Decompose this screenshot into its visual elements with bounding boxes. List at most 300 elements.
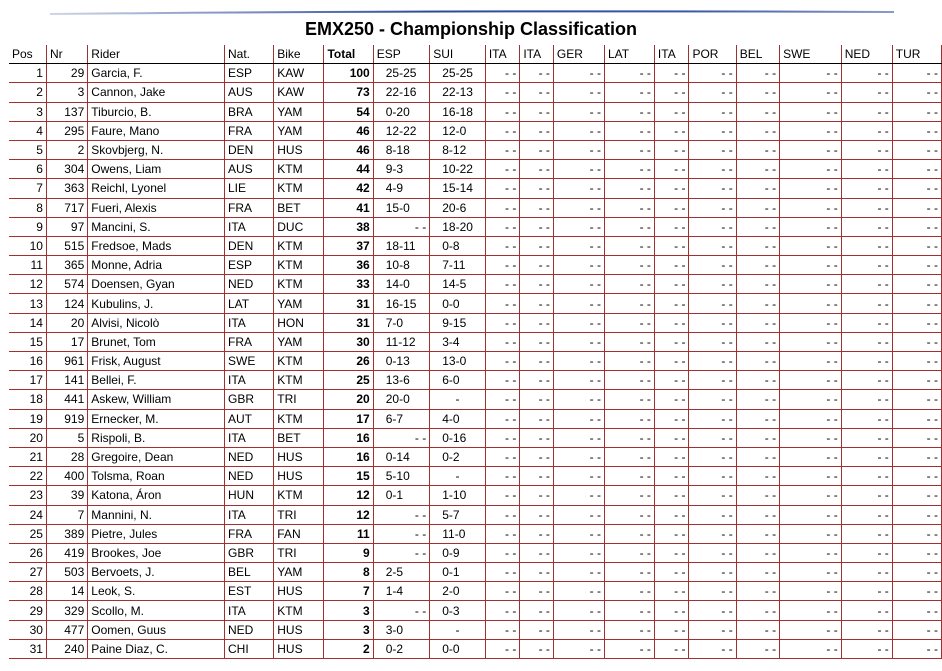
column-header: POR — [689, 45, 736, 64]
rider-cell: Oomen, Guus — [88, 620, 225, 639]
result-cell-empty: - - — [553, 447, 604, 466]
result-cell-empty: - - — [780, 256, 842, 275]
position-cell: 13 — [9, 294, 46, 313]
bike-cell: KTM — [274, 409, 324, 428]
result-cell-empty: - - — [605, 275, 655, 294]
result-cell-empty: - - — [654, 121, 689, 140]
page-title: EMX250 - Championship Classification — [304, 19, 638, 39]
result-cell-empty: - - — [780, 236, 842, 255]
rider-cell: Bellei, F. — [88, 371, 225, 390]
result-cell-empty: - - — [520, 639, 554, 658]
result-cell-empty: - - — [689, 140, 736, 159]
rider-cell: Leok, S. — [88, 582, 225, 601]
nation-cell: AUS — [225, 83, 274, 102]
result-cell-esp: 20-0 — [373, 390, 430, 409]
result-cell-empty: - - — [605, 428, 655, 447]
number-cell: 14 — [46, 582, 87, 601]
result-cell-empty: - - — [485, 140, 520, 159]
result-cell-empty: - - — [689, 313, 736, 332]
result-cell-empty: - - — [520, 83, 554, 102]
result-cell-esp: - - — [373, 505, 430, 524]
result-cell-empty: - - — [892, 121, 941, 140]
table-row — [9, 409, 942, 428]
position-cell: 20 — [9, 428, 46, 447]
table-row — [9, 582, 942, 601]
result-cell-empty: - - — [553, 505, 604, 524]
result-cell-empty: - - — [553, 620, 604, 639]
result-cell-empty: - - — [841, 179, 892, 198]
result-cell-empty: - - — [605, 236, 655, 255]
result-cell-esp: 22-16 — [373, 83, 430, 102]
number-cell: 329 — [46, 601, 87, 620]
table-row — [9, 639, 942, 658]
result-cell-empty: - - — [553, 524, 604, 543]
result-cell-empty: - - — [654, 505, 689, 524]
rider-cell: Bervoets, J. — [88, 563, 225, 582]
result-cell-empty: - - — [892, 275, 941, 294]
result-cell-empty: - - — [841, 447, 892, 466]
result-cell-empty: - - — [553, 294, 604, 313]
result-cell-empty: - - — [736, 83, 779, 102]
result-cell-empty: - - — [485, 121, 520, 140]
result-cell-sui: - — [430, 390, 486, 409]
position-cell: 29 — [9, 601, 46, 620]
position-cell: 25 — [9, 524, 46, 543]
nation-cell: AUT — [225, 409, 274, 428]
result-cell-empty: - - — [654, 409, 689, 428]
result-cell-empty: - - — [841, 486, 892, 505]
nation-cell: LIE — [225, 179, 274, 198]
result-cell-empty: - - — [892, 236, 941, 255]
result-cell-empty: - - — [736, 505, 779, 524]
result-cell-empty: - - — [841, 256, 892, 275]
bike-cell: BET — [274, 428, 324, 447]
table-row — [9, 313, 942, 332]
result-cell-esp: 6-7 — [373, 409, 430, 428]
result-cell-empty: - - — [736, 102, 779, 121]
position-cell: 7 — [9, 179, 46, 198]
total-cell: 17 — [324, 409, 373, 428]
result-cell-empty: - - — [892, 486, 941, 505]
number-cell: 3 — [46, 83, 87, 102]
rider-cell: Owens, Liam — [88, 160, 225, 179]
result-cell-esp: 1-4 — [373, 582, 430, 601]
result-cell-empty: - - — [605, 121, 655, 140]
result-cell-empty: - - — [605, 543, 655, 562]
position-cell: 27 — [9, 563, 46, 582]
bike-cell: KTM — [274, 179, 324, 198]
rider-cell: Frisk, August — [88, 352, 225, 371]
result-cell-empty: - - — [553, 217, 604, 236]
result-cell-sui: 5-7 — [430, 505, 486, 524]
nation-cell: ESP — [225, 256, 274, 275]
result-cell-empty: - - — [654, 352, 689, 371]
result-cell-empty: - - — [605, 313, 655, 332]
result-cell-empty: - - — [780, 390, 842, 409]
number-cell: 28 — [46, 447, 87, 466]
result-cell-empty: - - — [736, 179, 779, 198]
rider-cell: Skovbjerg, N. — [88, 140, 225, 159]
result-cell-empty: - - — [553, 121, 604, 140]
nation-cell: EST — [225, 582, 274, 601]
result-cell-empty: - - — [485, 64, 520, 83]
result-cell-empty: - - — [892, 313, 941, 332]
result-cell-empty: - - — [520, 447, 554, 466]
result-cell-empty: - - — [892, 467, 941, 486]
result-cell-empty: - - — [605, 140, 655, 159]
total-cell: 41 — [324, 198, 373, 217]
result-cell-empty: - - — [689, 352, 736, 371]
nation-cell: BEL — [225, 563, 274, 582]
result-cell-empty: - - — [736, 428, 779, 447]
result-cell-empty: - - — [736, 390, 779, 409]
result-cell-esp: 8-18 — [373, 140, 430, 159]
result-cell-empty: - - — [841, 582, 892, 601]
position-cell: 16 — [9, 352, 46, 371]
result-cell-empty: - - — [485, 409, 520, 428]
result-cell-empty: - - — [654, 256, 689, 275]
result-cell-empty: - - — [892, 582, 941, 601]
result-cell-sui: 12-0 — [430, 121, 486, 140]
result-cell-empty: - - — [689, 543, 736, 562]
result-cell-esp: 0-2 — [373, 639, 430, 658]
column-header: ITA — [654, 45, 689, 64]
total-cell: 11 — [324, 524, 373, 543]
result-cell-empty: - - — [780, 294, 842, 313]
result-cell-empty: - - — [841, 236, 892, 255]
nation-cell: ITA — [225, 217, 274, 236]
bike-cell: KTM — [274, 160, 324, 179]
result-cell-empty: - - — [553, 543, 604, 562]
result-cell-empty: - - — [485, 160, 520, 179]
result-cell-esp: 0-13 — [373, 352, 430, 371]
result-cell-empty: - - — [485, 447, 520, 466]
result-cell-empty: - - — [736, 160, 779, 179]
result-cell-empty: - - — [485, 620, 520, 639]
result-cell-empty: - - — [485, 275, 520, 294]
bike-cell: HON — [274, 313, 324, 332]
result-cell-empty: - - — [841, 121, 892, 140]
result-cell-sui: 2-0 — [430, 582, 486, 601]
result-cell-empty: - - — [780, 64, 842, 83]
table-header-row — [9, 45, 942, 64]
result-cell-empty: - - — [654, 467, 689, 486]
result-cell-empty: - - — [689, 64, 736, 83]
total-cell: 7 — [324, 582, 373, 601]
result-cell-sui: 14-5 — [430, 275, 486, 294]
result-cell-esp: 10-8 — [373, 256, 430, 275]
table-row — [9, 505, 942, 524]
bike-cell: KAW — [274, 64, 324, 83]
bike-cell: DUC — [274, 217, 324, 236]
nation-cell: NED — [225, 620, 274, 639]
number-cell: 419 — [46, 543, 87, 562]
result-cell-empty: - - — [736, 447, 779, 466]
result-cell-empty: - - — [485, 352, 520, 371]
result-cell-empty: - - — [892, 64, 941, 83]
position-cell: 12 — [9, 275, 46, 294]
table-row — [9, 390, 942, 409]
column-header: LAT — [605, 45, 655, 64]
result-cell-empty: - - — [736, 121, 779, 140]
result-cell-empty: - - — [780, 313, 842, 332]
result-cell-empty: - - — [892, 294, 941, 313]
result-cell-empty: - - — [605, 179, 655, 198]
result-cell-empty: - - — [892, 198, 941, 217]
nation-cell: NED — [225, 275, 274, 294]
result-cell-empty: - - — [841, 563, 892, 582]
result-cell-empty: - - — [520, 563, 554, 582]
result-cell-empty: - - — [841, 371, 892, 390]
table-row — [9, 447, 942, 466]
column-header: SUI — [430, 45, 486, 64]
result-cell-empty: - - — [780, 524, 842, 543]
result-cell-empty: - - — [605, 447, 655, 466]
result-cell-empty: - - — [892, 217, 941, 236]
total-cell: 38 — [324, 217, 373, 236]
result-cell-empty: - - — [892, 409, 941, 428]
result-cell-empty: - - — [841, 102, 892, 121]
bike-cell: YAM — [274, 332, 324, 351]
result-cell-empty: - - — [520, 217, 554, 236]
result-cell-empty: - - — [841, 505, 892, 524]
result-cell-empty: - - — [892, 332, 941, 351]
result-cell-sui: 11-0 — [430, 524, 486, 543]
position-cell: 5 — [9, 140, 46, 159]
result-cell-empty: - - — [520, 352, 554, 371]
number-cell: 7 — [46, 505, 87, 524]
result-cell-empty: - - — [520, 409, 554, 428]
result-cell-empty: - - — [736, 486, 779, 505]
table-row — [9, 160, 942, 179]
number-cell: 363 — [46, 179, 87, 198]
result-cell-sui: 0-3 — [430, 601, 486, 620]
result-cell-empty: - - — [520, 236, 554, 255]
result-cell-empty: - - — [520, 505, 554, 524]
result-cell-empty: - - — [780, 160, 842, 179]
result-cell-esp: 4-9 — [373, 179, 430, 198]
bike-cell: FAN — [274, 524, 324, 543]
nation-cell: FRA — [225, 332, 274, 351]
result-cell-empty: - - — [841, 294, 892, 313]
result-cell-empty: - - — [841, 390, 892, 409]
result-cell-empty: - - — [485, 563, 520, 582]
result-cell-empty: - - — [605, 64, 655, 83]
result-cell-empty: - - — [780, 447, 842, 466]
result-cell-empty: - - — [736, 543, 779, 562]
column-header: NED — [841, 45, 892, 64]
table-row — [9, 332, 942, 351]
number-cell: 304 — [46, 160, 87, 179]
bike-cell: TRI — [274, 543, 324, 562]
result-cell-empty: - - — [736, 294, 779, 313]
result-cell-empty: - - — [780, 582, 842, 601]
result-cell-empty: - - — [892, 543, 941, 562]
result-cell-empty: - - — [780, 332, 842, 351]
result-cell-empty: - - — [736, 256, 779, 275]
result-cell-empty: - - — [689, 620, 736, 639]
position-cell: 8 — [9, 198, 46, 217]
rider-cell: Brunet, Tom — [88, 332, 225, 351]
table-row — [9, 428, 942, 447]
position-cell: 15 — [9, 332, 46, 351]
table-row — [9, 294, 942, 313]
result-cell-sui: 0-1 — [430, 563, 486, 582]
result-cell-sui: 6-0 — [430, 371, 486, 390]
table-row — [9, 121, 942, 140]
total-cell: 3 — [324, 620, 373, 639]
result-cell-empty: - - — [689, 390, 736, 409]
result-cell-empty: - - — [689, 332, 736, 351]
result-cell-empty: - - — [654, 160, 689, 179]
total-cell: 16 — [324, 447, 373, 466]
rider-cell: Paine Diaz, C. — [88, 639, 225, 658]
table-row — [9, 140, 942, 159]
result-cell-empty: - - — [736, 140, 779, 159]
result-cell-empty: - - — [605, 486, 655, 505]
result-cell-empty: - - — [553, 639, 604, 658]
result-cell-empty: - - — [780, 140, 842, 159]
total-cell: 37 — [324, 236, 373, 255]
result-cell-empty: - - — [520, 102, 554, 121]
result-cell-sui: 15-14 — [430, 179, 486, 198]
bike-cell: HUS — [274, 140, 324, 159]
total-cell: 30 — [324, 332, 373, 351]
position-cell: 3 — [9, 102, 46, 121]
result-cell-empty: - - — [892, 352, 941, 371]
result-cell-empty: - - — [485, 601, 520, 620]
position-cell: 31 — [9, 639, 46, 658]
column-header: Pos — [9, 45, 46, 64]
result-cell-empty: - - — [553, 601, 604, 620]
result-cell-empty: - - — [654, 198, 689, 217]
column-header: Nat. — [225, 45, 274, 64]
result-cell-empty: - - — [780, 179, 842, 198]
table-body — [9, 64, 942, 659]
table-row — [9, 217, 942, 236]
result-cell-empty: - - — [780, 198, 842, 217]
result-cell-empty: - - — [485, 505, 520, 524]
result-cell-empty: - - — [654, 428, 689, 447]
result-cell-empty: - - — [736, 236, 779, 255]
result-cell-empty: - - — [841, 409, 892, 428]
number-cell: 503 — [46, 563, 87, 582]
bike-cell: YAM — [274, 294, 324, 313]
result-cell-empty: - - — [553, 486, 604, 505]
rider-cell: Fredsoe, Mads — [88, 236, 225, 255]
result-cell-empty: - - — [841, 639, 892, 658]
nation-cell: ITA — [225, 505, 274, 524]
number-cell: 39 — [46, 486, 87, 505]
nation-cell: LAT — [225, 294, 274, 313]
result-cell-empty: - - — [485, 236, 520, 255]
result-cell-empty: - - — [780, 601, 842, 620]
bike-cell: HUS — [274, 447, 324, 466]
bike-cell: YAM — [274, 563, 324, 582]
number-cell: 17 — [46, 332, 87, 351]
result-cell-empty: - - — [520, 256, 554, 275]
result-cell-empty: - - — [689, 236, 736, 255]
result-cell-empty: - - — [841, 140, 892, 159]
result-cell-empty: - - — [654, 313, 689, 332]
result-cell-empty: - - — [654, 83, 689, 102]
result-cell-empty: - - — [780, 505, 842, 524]
result-cell-esp: 2-5 — [373, 563, 430, 582]
result-cell-empty: - - — [892, 620, 941, 639]
result-cell-empty: - - — [654, 390, 689, 409]
result-cell-empty: - - — [520, 313, 554, 332]
table-row — [9, 256, 942, 275]
rider-cell: Ernecker, M. — [88, 409, 225, 428]
result-cell-empty: - - — [780, 639, 842, 658]
bike-cell: KTM — [274, 601, 324, 620]
result-cell-empty: - - — [654, 102, 689, 121]
result-cell-empty: - - — [485, 294, 520, 313]
number-cell: 137 — [46, 102, 87, 121]
result-cell-empty: - - — [553, 313, 604, 332]
table-row — [9, 102, 942, 121]
result-cell-empty: - - — [520, 620, 554, 639]
column-header: GER — [553, 45, 604, 64]
result-cell-empty: - - — [841, 467, 892, 486]
bike-cell: YAM — [274, 102, 324, 121]
result-cell-empty: - - — [780, 371, 842, 390]
nation-cell: FRA — [225, 121, 274, 140]
result-cell-sui: 8-12 — [430, 140, 486, 159]
table-row — [9, 486, 942, 505]
result-cell-esp: 0-20 — [373, 102, 430, 121]
column-header: ESP — [373, 45, 430, 64]
rider-cell: Cannon, Jake — [88, 83, 225, 102]
result-cell-empty: - - — [553, 160, 604, 179]
column-header: ITA — [485, 45, 520, 64]
result-cell-empty: - - — [520, 121, 554, 140]
result-cell-empty: - - — [485, 217, 520, 236]
result-cell-empty: - - — [780, 620, 842, 639]
result-cell-empty: - - — [520, 294, 554, 313]
number-cell: 365 — [46, 256, 87, 275]
result-cell-empty: - - — [689, 447, 736, 466]
nation-cell: ITA — [225, 313, 274, 332]
number-cell: 389 — [46, 524, 87, 543]
result-cell-empty: - - — [780, 83, 842, 102]
result-cell-empty: - - — [654, 582, 689, 601]
result-cell-esp: - - — [373, 428, 430, 447]
result-cell-empty: - - — [736, 467, 779, 486]
result-cell-empty: - - — [892, 160, 941, 179]
result-cell-empty: - - — [892, 256, 941, 275]
number-cell: 477 — [46, 620, 87, 639]
number-cell: 141 — [46, 371, 87, 390]
column-header: Rider — [88, 45, 225, 64]
column-header: Bike — [274, 45, 324, 64]
table-row — [9, 524, 942, 543]
result-cell-empty: - - — [689, 198, 736, 217]
total-cell: 44 — [324, 160, 373, 179]
nation-cell: ITA — [225, 428, 274, 447]
result-cell-empty: - - — [654, 64, 689, 83]
bike-cell: HUS — [274, 620, 324, 639]
result-cell-empty: - - — [689, 256, 736, 275]
result-cell-empty: - - — [780, 543, 842, 562]
nation-cell: GBR — [225, 543, 274, 562]
result-cell-sui: 0-0 — [430, 294, 486, 313]
result-cell-empty: - - — [485, 198, 520, 217]
number-cell: 97 — [46, 217, 87, 236]
result-cell-sui: 20-6 — [430, 198, 486, 217]
nation-cell: ITA — [225, 371, 274, 390]
total-cell: 9 — [324, 543, 373, 562]
